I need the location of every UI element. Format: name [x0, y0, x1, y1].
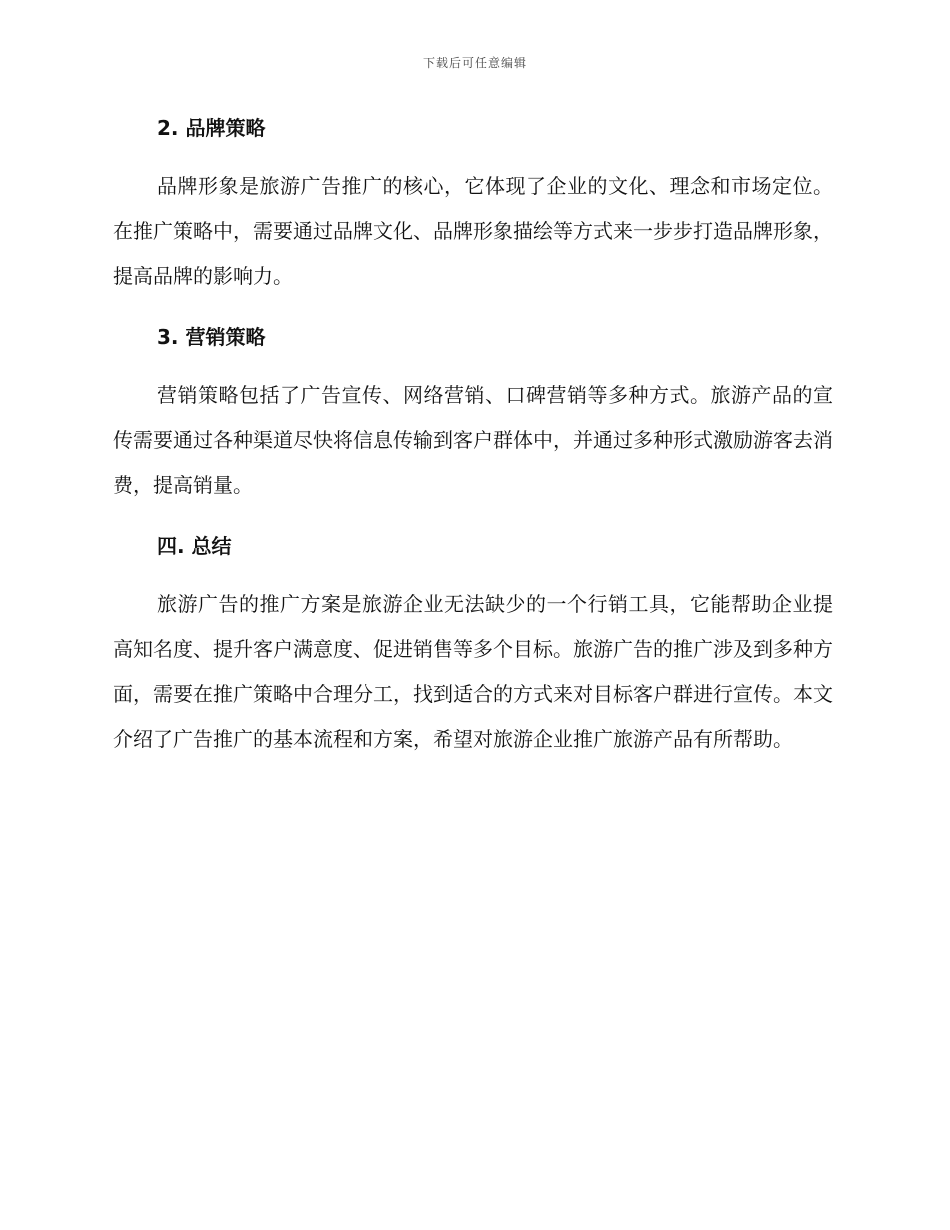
section-heading-brand-strategy: 2. 品牌策略 [157, 116, 266, 140]
paragraph-brand-strategy: 品牌形象是旅游广告推广的核心，它体现了企业的文化、理念和市场定位。在推广策略中，需要通过品牌文化、品牌形象描绘等方式来一步步打造品牌形象，提高品牌的影响力。 [113, 174, 833, 288]
section-heading-marketing-strategy: 3. 营销策略 [157, 325, 266, 349]
page-header-note: 下载后可任意编辑 [422, 56, 527, 70]
section-heading-summary: 四. 总结 [157, 534, 232, 558]
paragraph-marketing-strategy: 营销策略包括了广告宣传、网络营销、口碑营销等多种方式。旅游产品的宣传需要通过各种渠道尽快将信息传输到客户群体中，并通过多种形式激励游客去消费，提高销量。 [113, 383, 833, 497]
document-body [113, 112, 833, 762]
paragraph-summary: 旅游广告的推广方案是旅游企业无法缺少的一个行销工具，它能帮助企业提高知名度、提升客户满意度、促进销售等多个目标。旅游广告的推广涉及到多种方面，需要在推广策略中合理分工，找到适合的方式来对目标客户群进行宣传。本文介绍了广告推广的基本流程和方案，希望对旅游企业推广旅游产品有所帮助。 [113, 592, 833, 751]
